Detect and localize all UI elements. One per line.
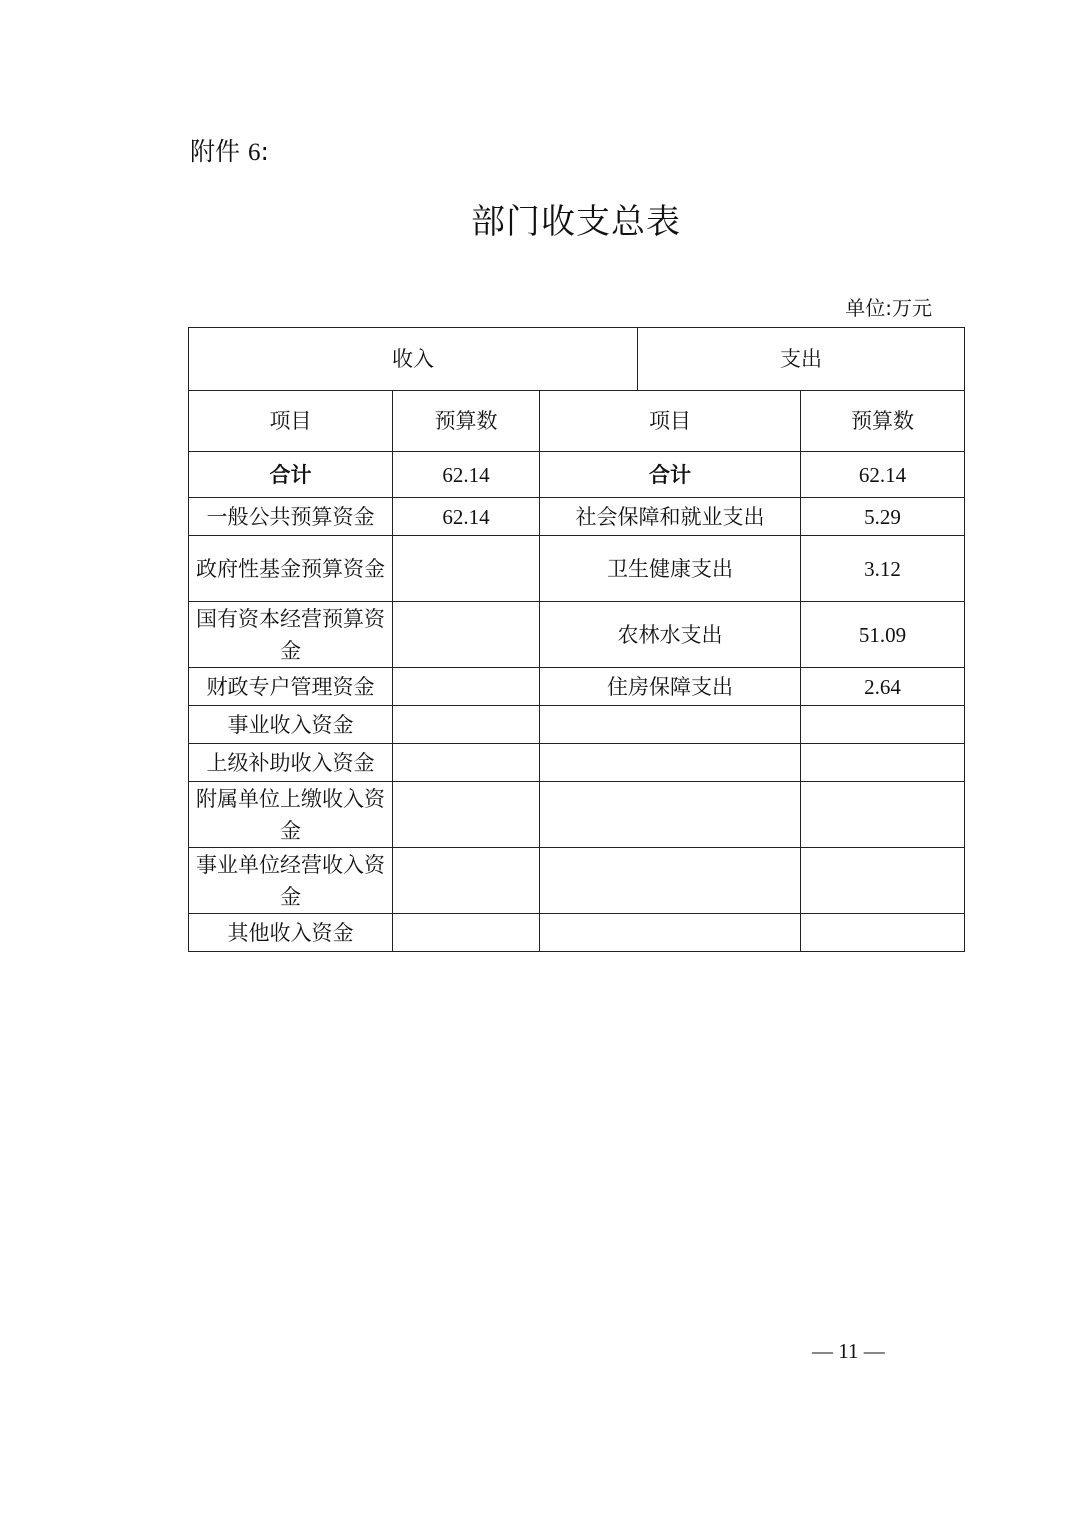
income-item: 其他收入资金	[189, 914, 393, 952]
expense-value	[801, 848, 965, 914]
expense-value: 51.09	[801, 602, 965, 668]
expense-item	[540, 744, 801, 782]
expense-item	[540, 914, 801, 952]
table-row	[189, 498, 965, 536]
income-value	[393, 744, 540, 782]
table-row	[189, 782, 965, 848]
table-row	[189, 668, 965, 706]
budget-table	[188, 327, 965, 952]
table-subheader-row	[189, 391, 965, 452]
income-header: 收入	[189, 328, 638, 391]
expense-value	[801, 782, 965, 848]
income-total-label: 合计	[189, 452, 393, 498]
income-value: 62.14	[393, 498, 540, 536]
expense-value	[801, 914, 965, 952]
table-header-row	[189, 328, 965, 391]
expense-value	[801, 706, 965, 744]
income-item-header: 项目	[189, 391, 393, 452]
income-budget-header: 预算数	[393, 391, 540, 452]
income-item: 一般公共预算资金	[189, 498, 393, 536]
attachment-text: 附件	[190, 137, 241, 166]
table-row	[189, 602, 965, 668]
table-row	[189, 744, 965, 782]
attachment-number: 6	[247, 139, 261, 166]
table-row	[189, 706, 965, 744]
expense-item	[540, 706, 801, 744]
expense-item: 住房保障支出	[540, 668, 801, 706]
attachment-label	[190, 132, 269, 168]
income-item: 政府性基金预算资金	[189, 536, 393, 602]
income-value	[393, 848, 540, 914]
expense-item	[540, 848, 801, 914]
income-item: 上级补助收入资金	[189, 744, 393, 782]
income-item: 财政专户管理资金	[189, 668, 393, 706]
total-row	[189, 452, 965, 498]
expense-item-header: 项目	[540, 391, 801, 452]
table-row	[189, 914, 965, 952]
unit-label: 单位:万元	[845, 296, 932, 320]
expense-total-label: 合计	[540, 452, 801, 498]
table-row	[189, 848, 965, 914]
page-title: 部门收支总表	[471, 202, 681, 242]
income-value	[393, 782, 540, 848]
income-item: 附属单位上缴收入资金	[189, 782, 393, 848]
income-item: 事业收入资金	[189, 706, 393, 744]
page-number: — 11 —	[812, 1339, 885, 1363]
income-value	[393, 706, 540, 744]
income-total-value: 62.14	[393, 452, 540, 498]
attachment-colon: :	[260, 137, 269, 166]
expense-value: 5.29	[801, 498, 965, 536]
income-item: 事业单位经营收入资金	[189, 848, 393, 914]
table-row	[189, 536, 965, 602]
expense-item: 社会保障和就业支出	[540, 498, 801, 536]
expense-value: 2.64	[801, 668, 965, 706]
expense-value: 3.12	[801, 536, 965, 602]
income-item: 国有资本经营预算资金	[189, 602, 393, 668]
expense-header: 支出	[638, 328, 965, 391]
expense-value	[801, 744, 965, 782]
expense-budget-header: 预算数	[801, 391, 965, 452]
expense-item: 卫生健康支出	[540, 536, 801, 602]
expense-item	[540, 782, 801, 848]
income-value	[393, 602, 540, 668]
income-value	[393, 668, 540, 706]
income-value	[393, 536, 540, 602]
expense-total-value: 62.14	[801, 452, 965, 498]
expense-item: 农林水支出	[540, 602, 801, 668]
income-value	[393, 914, 540, 952]
